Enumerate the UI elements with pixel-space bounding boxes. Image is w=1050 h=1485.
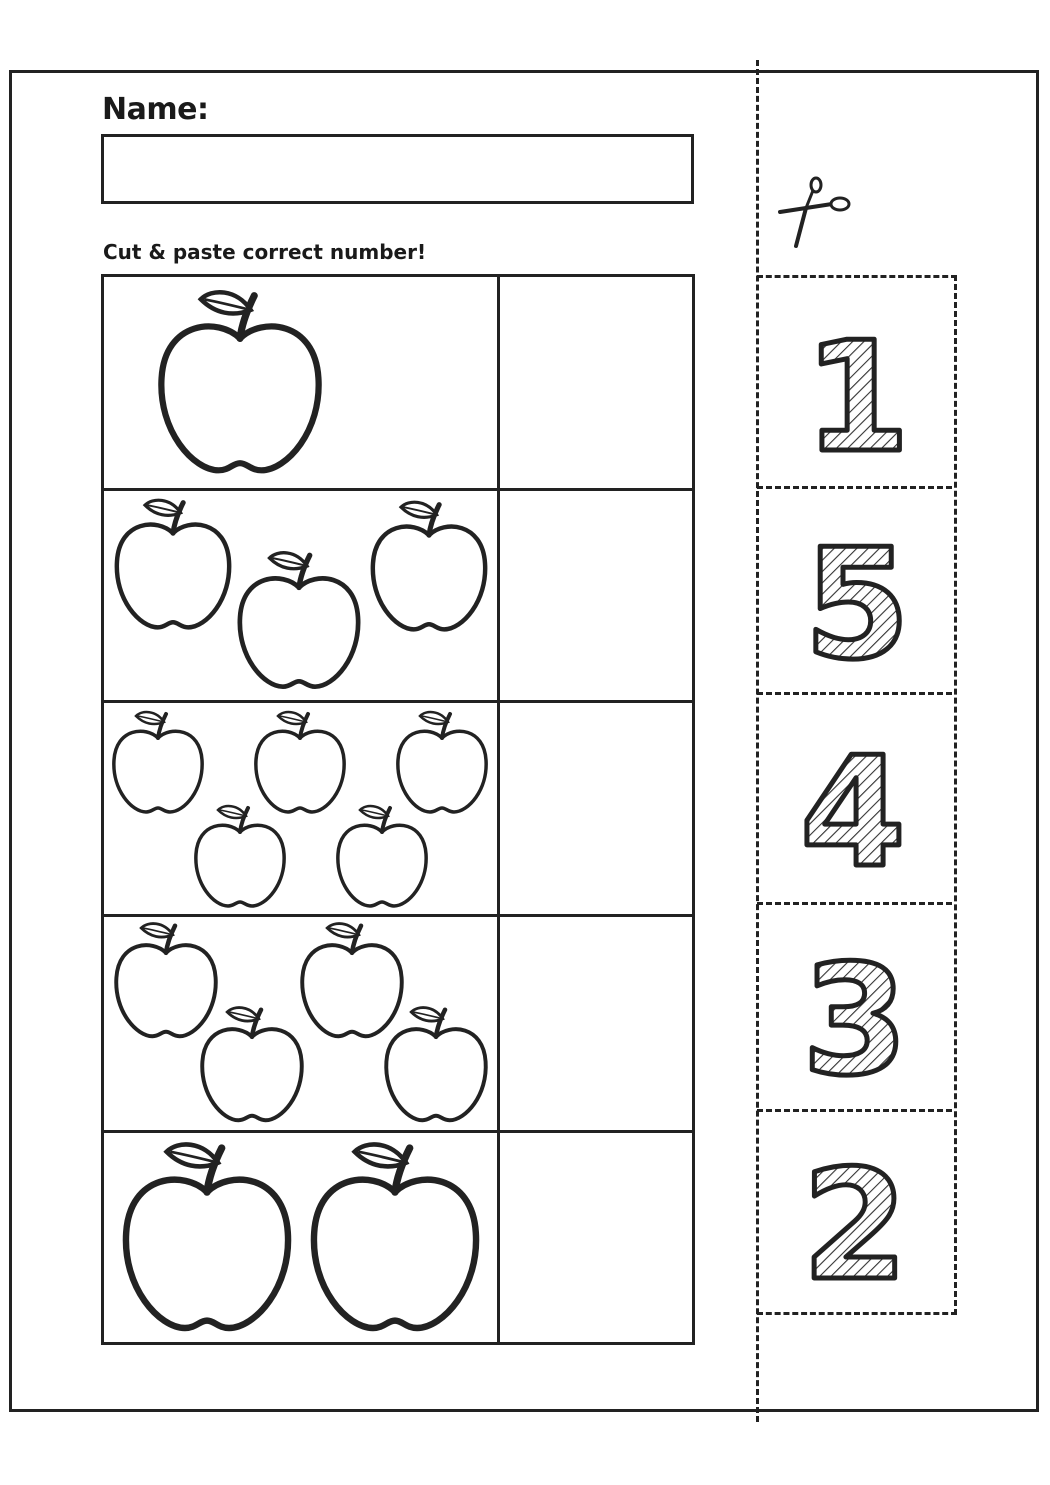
row-4 <box>104 917 692 1130</box>
answer-cell-1[interactable] <box>500 277 692 488</box>
scissors-icon <box>768 176 852 252</box>
apple-icon <box>256 712 344 812</box>
apple-icon <box>386 1008 486 1121</box>
number-glyph <box>757 905 954 1112</box>
apple-icon <box>314 1144 476 1328</box>
row-1 <box>104 277 692 488</box>
matching-grid <box>101 274 695 1345</box>
answer-cell-4[interactable] <box>500 917 692 1130</box>
row-3 <box>104 703 692 914</box>
apple-icon <box>161 292 318 470</box>
instruction-text: Cut & paste correct number! <box>103 240 427 264</box>
name-field[interactable] <box>101 134 694 204</box>
apple-group <box>104 277 497 488</box>
number-card-3[interactable] <box>757 695 954 903</box>
number-text: 5 <box>804 516 910 692</box>
apple-icon <box>196 806 284 906</box>
number-card-1[interactable] <box>757 278 954 486</box>
apple-icon <box>117 500 229 627</box>
answer-cell-5[interactable] <box>500 1133 692 1342</box>
number-text: 1 <box>804 309 910 486</box>
apple-icon <box>338 806 426 906</box>
apple-group <box>104 1133 497 1342</box>
apple-icon <box>373 502 485 629</box>
number-glyph <box>757 489 954 692</box>
number-glyph <box>757 278 954 486</box>
number-card-4[interactable] <box>757 905 954 1113</box>
apple-cell <box>104 277 497 488</box>
apple-cell <box>104 491 497 700</box>
answer-cell-2[interactable] <box>500 491 692 700</box>
apple-group <box>104 917 497 1130</box>
number-text: 2 <box>802 1137 908 1314</box>
number-glyph <box>757 695 954 902</box>
apple-cell <box>104 703 497 914</box>
apple-cell <box>104 917 497 1130</box>
apple-cell <box>104 1133 497 1342</box>
apple-group <box>104 703 497 914</box>
name-label: Name: <box>102 92 209 127</box>
number-card-2[interactable] <box>757 489 954 697</box>
number-card-5[interactable] <box>757 1112 954 1320</box>
apple-icon <box>302 924 402 1037</box>
number-glyph <box>757 1112 954 1315</box>
apple-icon <box>116 924 216 1037</box>
number-cards-strip <box>757 275 957 1315</box>
apple-icon <box>398 712 486 812</box>
number-text: 3 <box>802 932 908 1109</box>
apple-group <box>104 491 497 700</box>
apple-icon <box>202 1008 302 1121</box>
row-2 <box>104 491 692 700</box>
answer-cell-3[interactable] <box>500 703 692 914</box>
apple-icon <box>126 1144 288 1328</box>
apple-icon <box>114 712 202 812</box>
row-5 <box>104 1133 692 1342</box>
apple-icon <box>240 553 358 687</box>
number-text: 4 <box>800 724 906 901</box>
